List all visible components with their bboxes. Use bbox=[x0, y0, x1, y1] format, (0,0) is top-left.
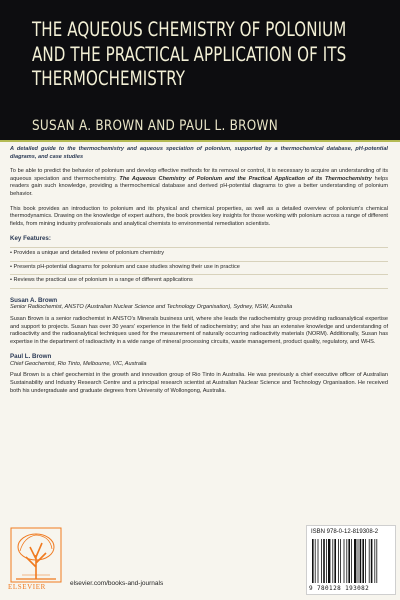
barcode-bar bbox=[332, 539, 333, 583]
elsevier-tree-logo-icon bbox=[10, 527, 62, 587]
author-role-paul: Chief Geochemist, Rio Tinto, Melbourne, VIC, Australia bbox=[10, 360, 147, 367]
barcode-bar bbox=[338, 539, 339, 583]
barcode-bar bbox=[362, 539, 364, 583]
author-role-susan: Senior Radiochemist, ANSTO (Australian Nuclear Science and Technology Organisation), Sydney, NSW, Australia bbox=[10, 304, 293, 311]
barcode-bar bbox=[358, 539, 359, 583]
author-bio-paul: Paul Brown is a chief geochemist in the growth and innovation group of Rio Tinto in Australia. He was previously a chief executive officer of Australian Sustainability and Industry Research Centre and a principal research scientist at Australian Nuclear Science and Technology Organisation. He received both his undergraduate and graduate degrees from University of Wollongong, Australia. bbox=[10, 372, 388, 394]
publisher-link[interactable]: elsevier.com/books-and-journals bbox=[70, 580, 164, 587]
overview-paragraph: This book provides an introduction to polonium and its physical and chemical properties, as well as a detailed overview of polonium's chemical thermodynamics. Drawing on the knowledge of expert authors, the book provides key insights for those working with polonium across a range of different fields, from mining industry professionals and analytical chemists to environmental remediation scientists. bbox=[10, 205, 388, 227]
isbn-digits: 9 780128 193082 bbox=[309, 585, 370, 592]
author-name-susan: Susan A. Brown bbox=[10, 296, 58, 304]
barcode-bar bbox=[340, 539, 341, 583]
barcode-bar bbox=[374, 539, 375, 583]
barcode-bar bbox=[334, 539, 336, 583]
barcode-bar bbox=[346, 539, 347, 583]
barcode-bar bbox=[351, 539, 352, 583]
barcode-bar bbox=[312, 539, 314, 583]
barcode-bar bbox=[369, 539, 370, 583]
author-name-paul: Paul L. Brown bbox=[10, 353, 52, 361]
barcode-bar bbox=[371, 539, 373, 583]
barcode-bar bbox=[348, 539, 350, 583]
barcode-bar bbox=[315, 539, 316, 583]
barcode bbox=[311, 539, 391, 583]
author-bio-susan: Susan Brown is a senior radiochemist in ANSTO's Minerals business unit, where she leads the radiochemistry group providing radioanalytical expertise and support to projects. Susan has over 30 years' experience in the field of radiochemistry; and she has an extensive knowledge and understanding of radioactivity and the radioanalytical techniques used for the measurement of naturally occurring radioactivity materials (NORM). Additionally, Susan has expertise in the department of radioactivity in a wide range of mineral processing circuits, waste management, product quality, regulatory, and WHS. bbox=[10, 315, 388, 345]
barcode-bar bbox=[318, 539, 319, 583]
key-features-heading: Key Features: bbox=[10, 235, 51, 243]
feature-item: • Provides a unique and detailed review of polonium chemistry bbox=[10, 247, 388, 262]
publisher-name: ELSEVIER bbox=[8, 583, 46, 591]
feature-item: • Reviews the practical use of polonium in a range of different applications bbox=[10, 275, 388, 289]
barcode-bar bbox=[323, 539, 325, 583]
intro-text-a: To be able to predict the behavior of polonium and develop effective methods for its removal or control, it is necessary to acquire an understanding of its aqueous speciation and thermochemistry. bbox=[10, 168, 388, 182]
barcode-bar bbox=[360, 539, 362, 583]
feature-item: • Presents pH-potential diagrams for polonium and case studies showing their use in practice bbox=[10, 262, 388, 276]
barcode-bar bbox=[328, 539, 330, 583]
isbn-label: ISBN 978-0-12-819308-2 bbox=[311, 529, 379, 535]
key-features-list bbox=[10, 247, 388, 289]
lead-summary: A detailed guide to the thermochemistry and aqueous speciation of polonium, supported by a thermochemical database, pH-potential diagrams, and case studies bbox=[10, 146, 388, 160]
barcode-bar bbox=[321, 539, 322, 583]
barcode-bar bbox=[344, 539, 345, 583]
barcode-bar bbox=[376, 539, 377, 583]
intro-book-title: The Aqueous Chemistry of Polonium and the Practical Application of its Thermochemistry bbox=[119, 175, 372, 182]
barcode-bar bbox=[365, 539, 366, 583]
barcode-bar bbox=[354, 539, 356, 583]
isbn-barcode-box bbox=[306, 525, 396, 595]
intro-text-b: helps readers gain such knowledge, providing a thermochemical database and derived pH-potential diagrams to give a better understanding of polonium behavior. bbox=[10, 175, 389, 197]
back-cover-text bbox=[10, 146, 388, 402]
book-authors: SUSAN A. BROWN AND PAUL L. BROWN bbox=[32, 118, 278, 134]
barcode-bar bbox=[326, 539, 327, 583]
book-title: THE AQUEOUS CHEMISTRY OF POLONIUM AND THE PRACTICAL APPLICATION OF ITS THERMOCHEMISTRY bbox=[32, 18, 347, 90]
intro-paragraph bbox=[10, 168, 388, 198]
